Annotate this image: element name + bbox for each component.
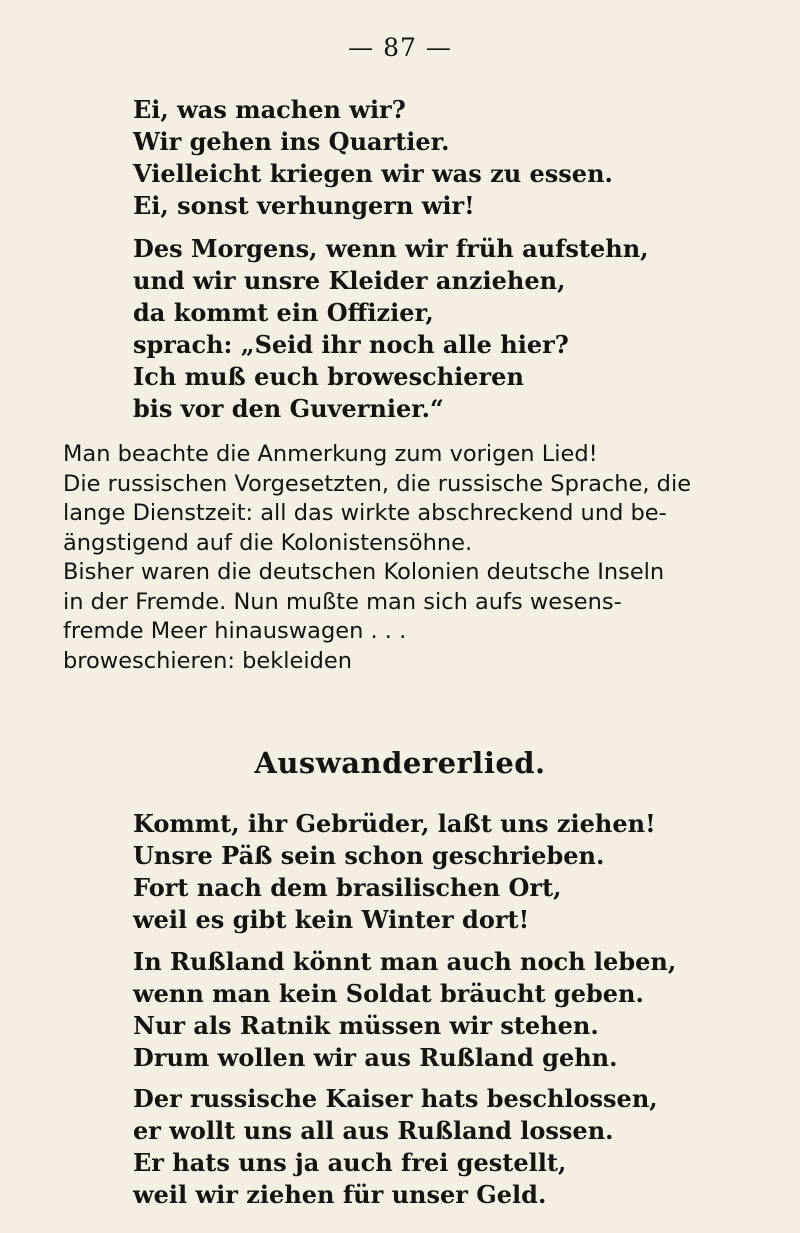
note-line: in der Fremde. Nun mußte man sich aufs wesens- (63, 588, 622, 615)
page-number: — 87 — (348, 33, 452, 62)
poem-line: Wir gehen ins Quartier. (133, 127, 450, 156)
poem2-stanza-1 (133, 808, 656, 936)
note-line: Die russischen Vorgesetzten, die russische Sprache, die (63, 470, 692, 497)
poem-line: wenn man kein Soldat bräucht geben. (133, 979, 644, 1008)
note-line: lange Dienstzeit: all das wirkte abschreckend und be- (63, 500, 667, 526)
poem-line: Drum wollen wir aus Rußland gehn. (133, 1043, 618, 1072)
poem-line: Der russische Kaiser hats beschlossen, (133, 1084, 658, 1113)
poem-line: Nur als Ratnik müssen wir stehen. (133, 1011, 599, 1040)
poem-line: In Rußland könnt man auch noch leben, (133, 947, 677, 976)
poem-line: Des Morgens, wenn wir früh aufstehn, (133, 234, 649, 263)
poem-line: weil wir ziehen für unser Geld. (133, 1180, 547, 1209)
poem-line: Fort nach dem brasilischen Ort, (133, 873, 562, 902)
poem-line: bis vor den Guvernier.“ (133, 394, 444, 423)
poem-line: sprach: „Seid ihr noch alle hier? (133, 330, 569, 359)
poem-line: Unsre Päß sein schon geschrieben. (133, 841, 605, 870)
poem1-stanza-2 (133, 233, 649, 425)
note-line: fremde Meer hinauswagen . . . (63, 618, 407, 644)
poem1-stanza-1 (133, 94, 613, 222)
poem-line: Ei, was machen wir? (133, 95, 406, 124)
note-line: Man beachte die Anmerkung zum vorigen Lied! (63, 441, 598, 467)
note-line: ängstigend auf die Kolonistensöhne. (63, 529, 473, 556)
poem-title: Auswandererlied. (254, 746, 546, 780)
poem-line: er wollt uns all aus Rußland lossen. (133, 1116, 614, 1145)
poem-line: Er hats uns ja auch frei gestellt, (133, 1148, 567, 1177)
poem-line: und wir unsre Kleider anziehen, (133, 266, 566, 295)
note-line: Bisher waren die deutschen Kolonien deutsche Inseln (63, 559, 665, 585)
poem2-stanza-2 (133, 946, 676, 1074)
poem-line: weil es gibt kein Winter dort! (133, 905, 530, 934)
poem-line: Vielleicht kriegen wir was zu essen. (133, 159, 613, 188)
note-line: broweschieren: bekleiden (63, 647, 352, 674)
annotation-note (63, 440, 775, 676)
poem2-stanza-3 (133, 1083, 658, 1211)
poem-line: Ei, sonst verhungern wir! (133, 191, 475, 220)
poem-line: Ich muß euch broweschieren (133, 362, 524, 391)
poem-line: da kommt ein Offizier, (133, 298, 434, 327)
poem-line: Kommt, ihr Gebrüder, laßt uns ziehen! (133, 809, 656, 838)
